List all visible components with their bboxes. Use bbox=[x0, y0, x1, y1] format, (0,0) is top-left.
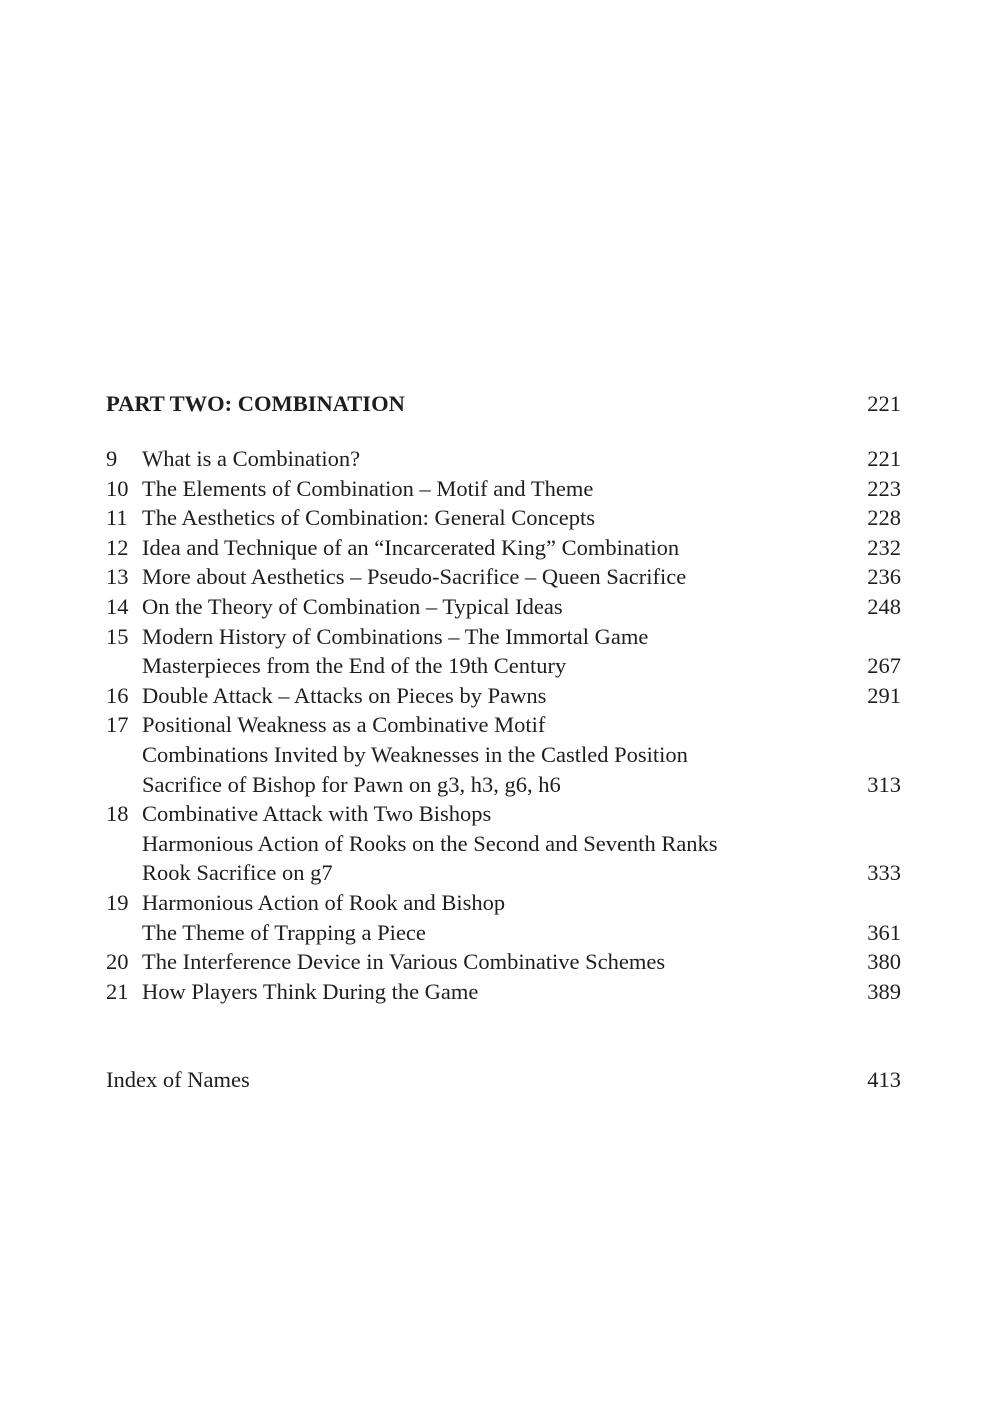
chapter-number: 13 bbox=[106, 564, 129, 590]
index-page-number: 413 bbox=[867, 1067, 901, 1093]
chapter-entry bbox=[106, 681, 901, 711]
chapter-title: Combinative Attack with Two Bishops bbox=[142, 801, 492, 827]
chapter-page-number: 223 bbox=[867, 475, 901, 501]
chapter-entry bbox=[106, 444, 901, 474]
chapter-title: How Players Think During the Game bbox=[142, 978, 479, 1004]
chapter-number: 18 bbox=[106, 801, 129, 827]
chapter-page-number: 248 bbox=[867, 593, 901, 619]
chapter-number: 11 bbox=[106, 505, 128, 531]
index-entry bbox=[106, 1065, 901, 1095]
chapter-entry bbox=[106, 622, 901, 652]
chapter-entry bbox=[106, 710, 901, 740]
chapter-title: The Elements of Combination – Motif and Theme bbox=[142, 475, 594, 501]
chapter-entry bbox=[106, 947, 901, 977]
chapter-entry bbox=[106, 799, 901, 829]
chapter-page-number: 232 bbox=[867, 534, 901, 560]
chapter-number: 12 bbox=[106, 534, 129, 560]
chapter-page-number: 389 bbox=[867, 978, 901, 1004]
chapter-number: 17 bbox=[106, 712, 129, 738]
part-title: PART TWO: COMBINATION bbox=[106, 391, 405, 416]
chapter-page-number: 313 bbox=[867, 771, 901, 797]
chapter-number: 19 bbox=[106, 889, 129, 915]
chapter-title: Sacrifice of Bishop for Pawn on g3, h3, g6, h6 bbox=[142, 771, 561, 797]
chapter-title: Idea and Technique of an “Incarcerated King” Combination bbox=[142, 534, 680, 560]
chapter-title: The Interference Device in Various Combinative Schemes bbox=[142, 949, 666, 975]
chapter-entry-continuation bbox=[106, 651, 901, 681]
chapter-entry bbox=[106, 533, 901, 563]
chapter-page-number: 236 bbox=[867, 564, 901, 590]
chapter-title: Harmonious Action of Rooks on the Second and Seventh Ranks bbox=[142, 830, 718, 856]
chapter-page-number: 221 bbox=[867, 446, 901, 471]
chapter-page-number: 228 bbox=[867, 505, 901, 531]
chapter-title: Rook Sacrifice on g7 bbox=[142, 860, 333, 886]
chapter-list bbox=[106, 444, 901, 1006]
chapter-number: 14 bbox=[106, 593, 129, 619]
chapter-title: Double Attack – Attacks on Pieces by Pawns bbox=[142, 682, 547, 708]
chapter-entry bbox=[106, 474, 901, 504]
chapter-entry bbox=[106, 888, 901, 918]
chapter-entry bbox=[106, 562, 901, 592]
chapter-entry bbox=[106, 977, 901, 1007]
chapter-number: 9 bbox=[106, 446, 118, 471]
part-heading bbox=[106, 386, 901, 422]
chapter-title: What is a Combination? bbox=[142, 446, 361, 471]
chapter-title: The Theme of Trapping a Piece bbox=[142, 919, 426, 945]
chapter-entry-continuation bbox=[106, 740, 901, 770]
chapter-entry-continuation bbox=[106, 770, 901, 800]
table-of-contents bbox=[106, 386, 901, 1095]
chapter-page-number: 380 bbox=[867, 949, 901, 975]
chapter-entry bbox=[106, 503, 901, 533]
chapter-number: 16 bbox=[106, 682, 129, 708]
chapter-number: 15 bbox=[106, 623, 129, 649]
chapter-title: Modern History of Combinations – The Immortal Game bbox=[142, 623, 649, 649]
chapter-number: 10 bbox=[106, 475, 129, 501]
chapter-page-number: 291 bbox=[867, 682, 901, 708]
chapter-entry-continuation bbox=[106, 918, 901, 948]
chapter-title: Positional Weakness as a Combinative Motif bbox=[142, 712, 546, 738]
chapter-title: The Aesthetics of Combination: General Concepts bbox=[142, 505, 596, 531]
chapter-page-number: 267 bbox=[867, 653, 901, 679]
chapter-entry bbox=[106, 592, 901, 622]
chapter-page-number: 361 bbox=[867, 919, 901, 945]
chapter-number: 20 bbox=[106, 949, 129, 975]
chapter-title: Masterpieces from the End of the 19th Century bbox=[142, 653, 567, 679]
chapter-number: 21 bbox=[106, 978, 129, 1004]
index-title: Index of Names bbox=[106, 1067, 250, 1093]
chapter-entry-continuation bbox=[106, 829, 901, 859]
part-page-number: 221 bbox=[867, 391, 901, 416]
chapter-title: Combinations Invited by Weaknesses in the Castled Position bbox=[142, 741, 688, 767]
chapter-title: More about Aesthetics – Pseudo-Sacrifice – Queen Sacrifice bbox=[142, 564, 687, 590]
chapter-title: Harmonious Action of Rook and Bishop bbox=[142, 889, 506, 915]
chapter-page-number: 333 bbox=[867, 860, 901, 886]
chapter-title: On the Theory of Combination – Typical Ideas bbox=[142, 593, 563, 619]
chapter-entry-continuation bbox=[106, 858, 901, 888]
